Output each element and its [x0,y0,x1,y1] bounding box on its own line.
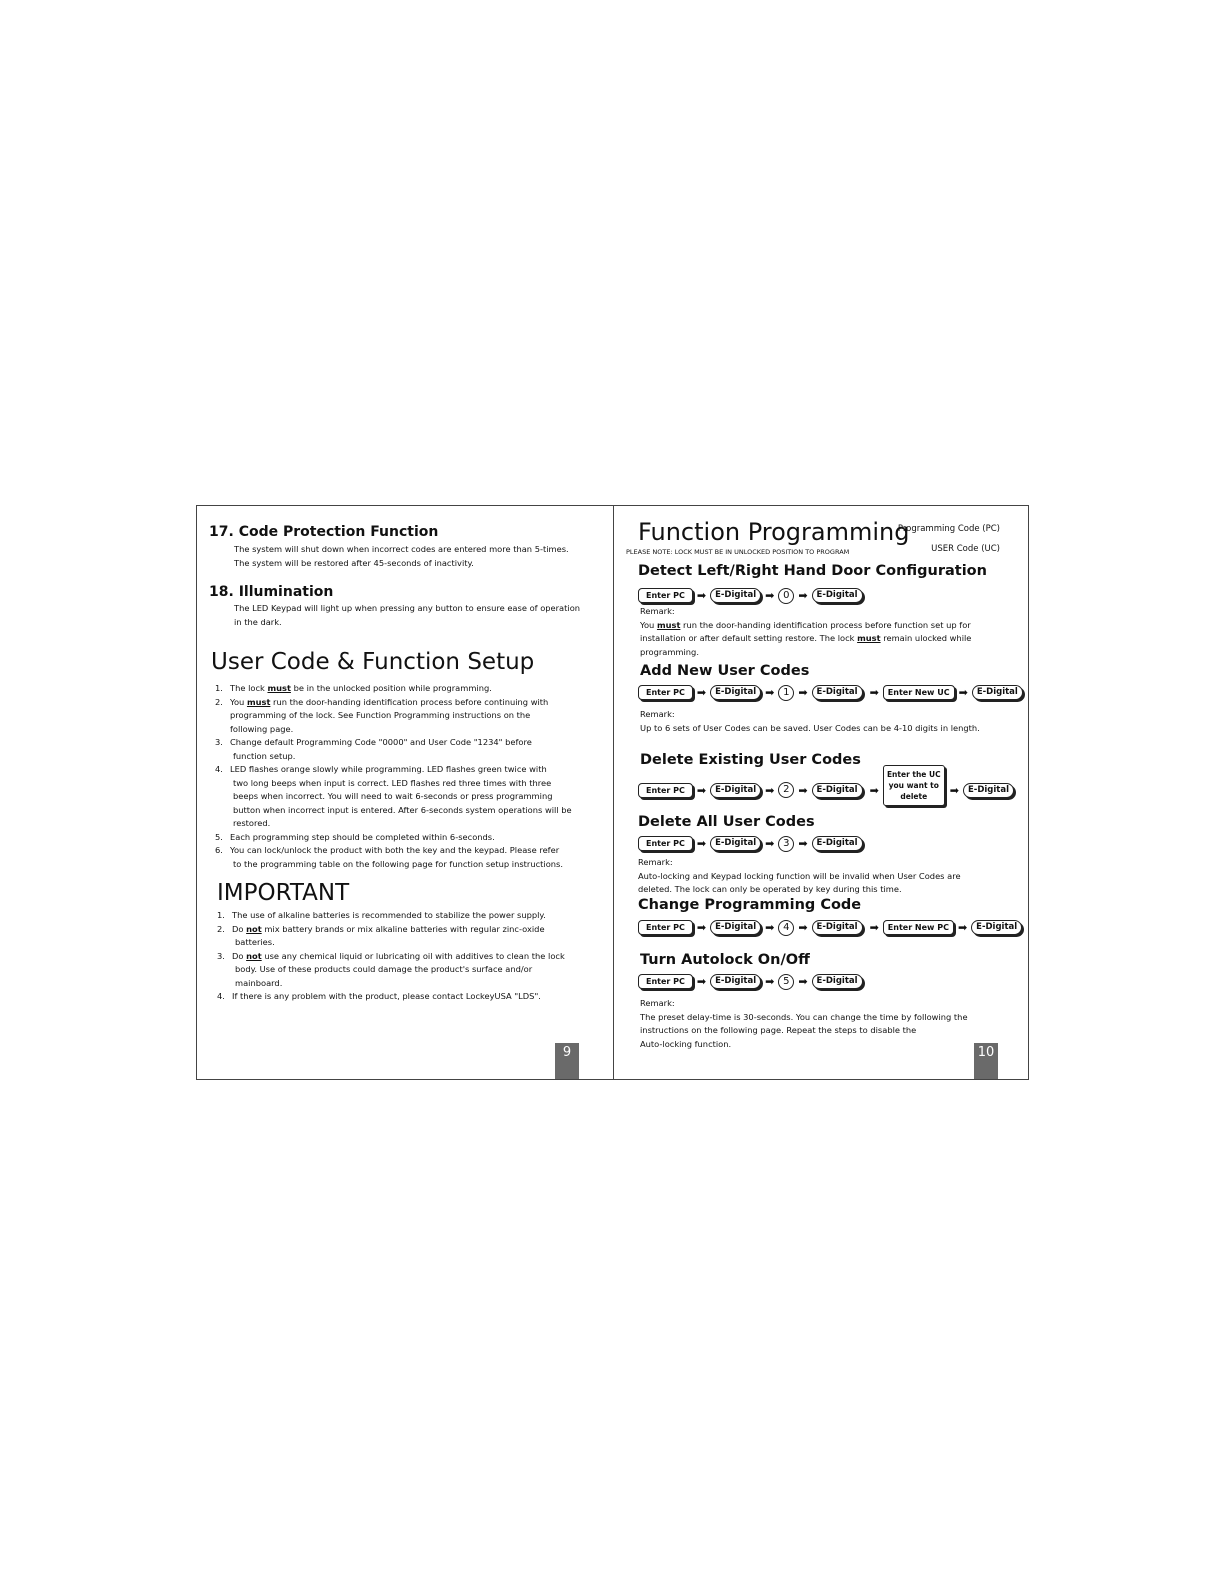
text-line: You must run the door-handing identification process before continuing with [230,696,549,707]
section-17-number: 17. [209,524,234,540]
arrow-icon: ➡ [869,783,879,797]
arrow-icon: ➡ [696,589,707,602]
list-item: 2. You must run the door-handing identification process before continuing with programming of the lock. See Function Programming instructions on the following page. [215,696,607,737]
text-line: programming of the lock. See Function Programming instructions on the [230,710,531,720]
change-pc-flow [638,919,1026,936]
arrow-icon: ➡ [696,686,707,699]
text-line: button when incorrect input is entered. After 6-seconds system operations will be [233,804,572,815]
change-pc-heading: Change Programming Code [638,897,862,913]
text-line: The lock must be in the unlocked position while programming. [230,683,492,693]
add-heading: Add New User Codes [640,663,810,679]
e-digital-key: E-Digital [710,588,761,603]
text-line: function setup. [233,750,296,761]
text-line: Do not use any chemical liquid or lubricating oil with additives to clean the lock [232,950,565,961]
list-item: 3. Change default Programming Code "0000" and User Code "1234" before function setup. [215,736,607,763]
delete-all-remark [638,856,961,897]
e-digital-key: E-Digital [971,920,1022,935]
enter-uc-to-delete-box: Enter the UC you want to delete [883,765,945,806]
arrow-icon: ➡ [869,921,879,934]
section-18-number: 18. [209,584,234,600]
list-item: 6. You can lock/unlock the product with both the key and the keypad. Please refer to the programming table on the following page for function setup instructions. [215,844,607,871]
arrow-icon: ➡ [765,783,775,797]
enter-new-pc-key: Enter New PC [883,920,954,935]
e-digital-key: E-Digital [710,974,761,989]
important-title: IMPORTANT [217,880,350,906]
arrow-icon: ➡ [765,589,775,602]
text-line: installation or after default setting restore. The lock must remain ulocked while [640,633,972,643]
text-line: two long beeps when input is correct. LED flashes red three times with three [233,777,552,788]
arrow-icon: ➡ [765,686,775,699]
text-line: to the programming table on the following page for function setup instructions. [233,858,563,869]
e-digital-key: E-Digital [710,783,761,798]
arrow-icon: ➡ [765,921,775,934]
arrow-icon: ➡ [798,921,808,934]
setup-title: User Code & Function Setup [211,649,535,675]
text-line: You can lock/unlock the product with both the key and the keypad. Please refer [230,845,560,855]
text-line: restored. [233,818,271,828]
legend-pc: Programming Code (PC) [897,524,1000,534]
text-line: Change default Programming Code "0000" and User Code "1234" before [230,737,532,747]
detect-heading: Detect Left/Right Hand Door Configuration [638,563,987,579]
text-line: LED flashes orange slowly while programming. LED flashes green twice with [230,764,547,774]
remark-label: Remark: [640,709,675,719]
enter-new-uc-key: Enter New UC [883,685,955,700]
text-line: The LED Keypad will light up when pressing any button to ensure ease of operation [234,603,581,613]
text-line: mainboard. [235,977,283,988]
arrow-icon: ➡ [765,837,775,850]
arrow-icon: ➡ [696,921,707,934]
arrow-icon: ➡ [696,837,707,850]
list-item: 1. The lock must be in the unlocked position while programming. [215,682,607,696]
enter-pc-key: Enter PC [638,920,693,935]
section-17-heading [209,524,438,540]
text-line: in the dark. [234,616,282,627]
enter-pc-key: Enter PC [638,685,693,700]
text-line: batteries. [235,937,275,947]
left-page [197,506,613,1079]
arrow-icon: ➡ [798,783,808,797]
add-remark [640,708,980,735]
add-flow [638,684,1027,701]
delete-all-heading: Delete All User Codes [638,814,815,830]
e-digital-key: E-Digital [963,783,1014,798]
text-line: following page. [230,723,294,734]
section-18-text [234,602,580,629]
arrow-icon: ➡ [798,589,808,602]
e-digital-key: E-Digital [812,920,863,935]
text-line: The system will be restored after 45-seconds of inactivity. [234,557,474,568]
page-number-left: 9 [555,1043,579,1079]
autolock-flow [638,973,867,990]
page-number-right: 10 [974,1043,998,1079]
e-digital-key: E-Digital [710,920,761,935]
text-line: The use of alkaline batteries is recommended to stabilize the power supply. [232,910,546,920]
text-line: Each programming step should be completed within 6-seconds. [230,831,495,842]
text-line: programming. [640,646,699,657]
list-item: 4. LED flashes orange slowly while programming. LED flashes green twice with two long beeps when input is correct. LED flashes red three times with three beeps when incorrect. You will need to wait 6-seconds or press programming button when incorrect input is entered. After 6-seconds system operations will be restored. [215,763,607,831]
e-digital-key: E-Digital [812,836,863,851]
digit-key: 5 [778,974,794,990]
section-17-text [234,543,569,570]
digit-key: 3 [778,836,794,852]
right-page [614,506,1028,1079]
arrow-icon: ➡ [765,975,775,988]
text-line: If there is any problem with the product, please contact LockeyUSA "LDS". [232,991,541,1001]
remark-label: Remark: [638,857,673,867]
autolock-heading: Turn Autolock On/Off [640,952,810,968]
list-item: 4. If there is any problem with the product, please contact LockeyUSA "LDS". [217,990,607,1004]
arrow-icon: ➡ [869,686,879,699]
e-digital-key: E-Digital [710,685,761,700]
list-item: 1. The use of alkaline batteries is recommended to stabilize the power supply. [217,909,607,923]
enter-pc-key: Enter PC [638,974,693,989]
text-line: body. Use of these products could damage the product's surface and/or [235,964,533,974]
e-digital-key: E-Digital [972,685,1023,700]
e-digital-key: E-Digital [812,588,863,603]
setup-list [215,682,607,871]
section-18-heading [209,584,333,600]
function-programming-title: Function Programming [638,518,910,546]
digit-key: 2 [778,782,794,798]
arrow-icon: ➡ [798,975,808,988]
autolock-remark [640,997,968,1051]
arrow-icon: ➡ [696,783,707,797]
arrow-icon: ➡ [696,975,707,988]
e-digital-key: E-Digital [812,974,863,989]
legend-uc: USER Code (UC) [931,544,1000,554]
text-line: Up to 6 sets of User Codes can be saved. User Codes can be 4-10 digits in length. [640,722,980,733]
important-list [217,909,607,1004]
digit-key: 0 [778,588,794,604]
e-digital-key: E-Digital [812,783,863,798]
detect-flow [638,587,867,604]
delete-flow [638,765,1018,805]
remark-label: Remark: [640,998,675,1008]
e-digital-key: E-Digital [812,685,863,700]
list-item: 5. Each programming step should be completed within 6-seconds. [215,831,607,845]
text-line: Do not mix battery brands or mix alkaline batteries with regular zinc-oxide [232,923,545,934]
arrow-icon: ➡ [958,686,968,699]
detect-remark [640,605,971,659]
remark-label: Remark: [640,606,675,616]
text-line: Auto-locking function. [640,1038,732,1049]
enter-pc-key: Enter PC [638,588,693,603]
arrow-icon: ➡ [949,783,959,797]
enter-pc-key: Enter PC [638,783,693,798]
text-line: The preset delay-time is 30-seconds. You can change the time by following the [640,1011,968,1022]
digit-key: 1 [778,685,794,701]
text-line: beeps when incorrect. You will need to wait 6-seconds or press programming [233,791,553,801]
delete-all-flow [638,835,867,852]
arrow-icon: ➡ [798,837,808,850]
digit-key: 4 [778,920,794,936]
program-note: PLEASE NOTE: LOCK MUST BE IN UNLOCKED POSITION TO PROGRAM [626,548,850,556]
text-line: You must run the door-handing identification process before function set up for [640,619,971,630]
text-line: The system will shut down when incorrect codes are entered more than 5-times. [234,544,569,554]
enter-pc-key: Enter PC [638,836,693,851]
booklet-spread [196,505,1029,1080]
text-line: instructions on the following page. Repeat the steps to disable the [640,1025,917,1035]
text-line: Auto-locking and Keypad locking function will be invalid when User Codes are [638,870,961,881]
list-item: 3. Do not use any chemical liquid or lubricating oil with additives to clean the lock body. Use of these products could damage the product's surface and/or mainboard. [217,950,607,991]
arrow-icon: ➡ [798,686,808,699]
e-digital-key: E-Digital [710,836,761,851]
text-line: deleted. The lock can only be operated by key during this time. [638,884,902,894]
delete-heading: Delete Existing User Codes [640,752,861,768]
section-18-title: Illumination [238,584,334,600]
section-17-title: Code Protection Function [238,524,439,540]
arrow-icon: ➡ [957,921,968,934]
list-item: 2. Do not mix battery brands or mix alkaline batteries with regular zinc-oxide batteries. [217,923,607,950]
